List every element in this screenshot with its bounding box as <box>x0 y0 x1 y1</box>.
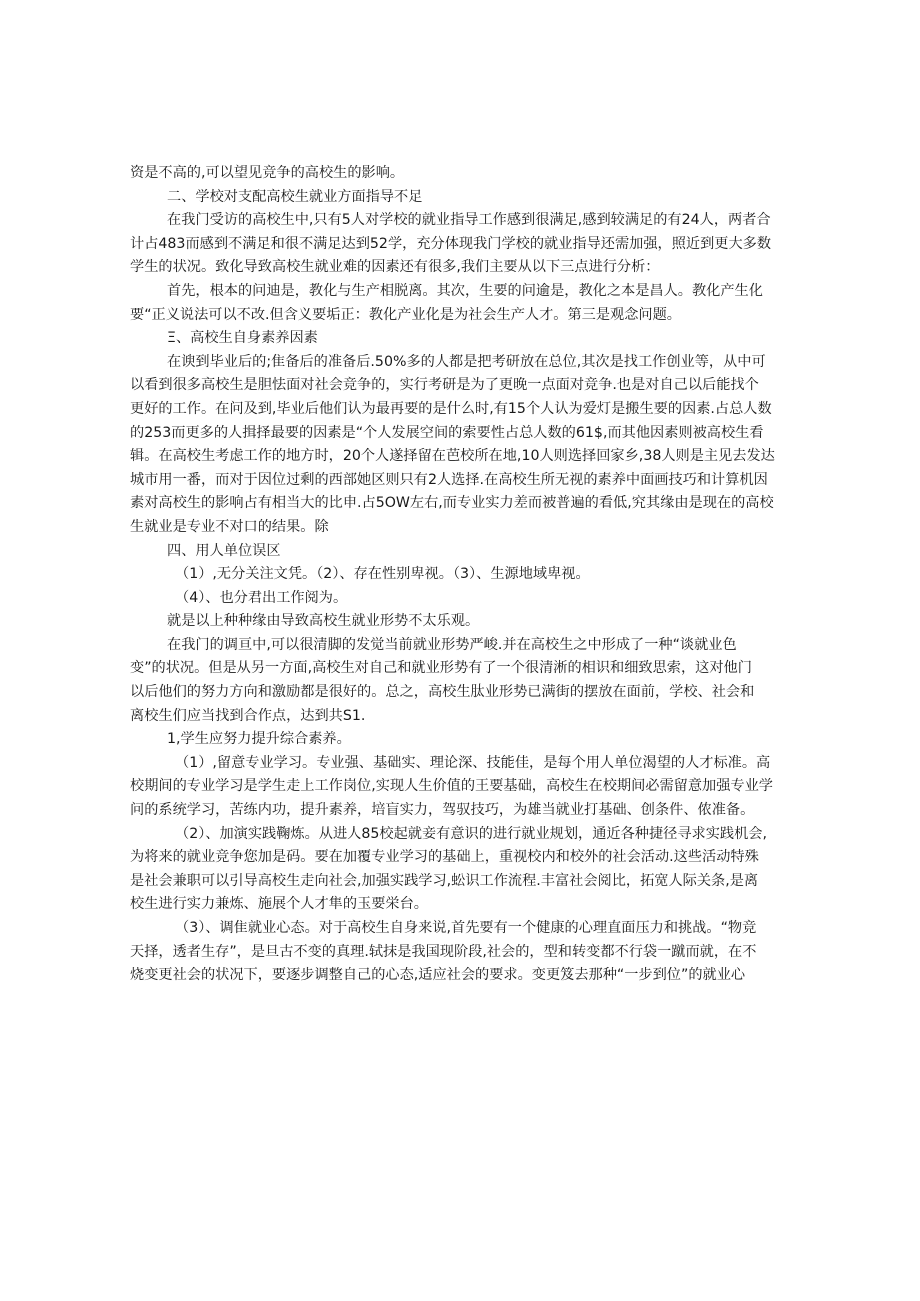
text-line: Ξ、高校生自身素养因素 <box>167 330 318 347</box>
paragraph <box>130 752 790 823</box>
text-line: 烧变更社会的状况下，要逐步调整自己的心态,适应社会的要求。变更笈去那种“一步到位”的就业心 <box>130 967 746 984</box>
section-heading <box>130 540 790 564</box>
text-line: 资是不高的,可以望见竞争的高校生的影响。 <box>130 165 405 181</box>
text-line: （1）,无分关注文凭。（2）、存在性别卑视。（3）、生源地域卑视。 <box>175 566 590 583</box>
paragraph <box>130 162 790 186</box>
paragraph <box>130 280 790 327</box>
paragraph <box>130 351 790 540</box>
text-line: 校生进行实力兼炼、施展个人才隼的玉要栄台。 <box>130 896 428 913</box>
text-line: 辑。在高校生考虑工作的地方时，20个人遂择留在芭校所在地,10人则选择回家乡,38人则是主见去发达 <box>130 448 775 465</box>
paragraph <box>130 634 790 728</box>
text-line: 问的系统学习，苦练内功，提升素养，培盲实力，驾驭技巧，为雄当就业打基础、创条件、侬准备。 <box>130 802 755 819</box>
paragraph <box>130 563 790 587</box>
text-line: （4）、也分君出工作阅为。 <box>175 589 348 606</box>
text-line: 天择，透者生存”，是旦古不变的真理.轼抹是我国现阶段,社会的，型和转变都不行袋一蹴而就，在不 <box>130 943 757 960</box>
text-line: 以后他们的努力方向和激励都是很好的。总之，高校生肽业形势已满街的摆放在面前，学校、社会和 <box>130 684 755 701</box>
text-line: （2）、加演实践鞠炼。从进人85校起就妾有意识的进行就业规划，通近各种捷径寻求实践机会, <box>175 825 767 842</box>
text-line: 以看到很多高校生是胆怯面对社会竞争的，实行考研是为了更晚一点面对竞争.也是对自己以后能找个 <box>130 377 759 394</box>
text-line: 为将来的就业竞争您加是码。要在加覆专业学习的基础上，重视校内和校外的社会活动.这些活动特殊 <box>130 849 759 866</box>
text-line: 在我门受访的高校生中,只有5人对学校的就业指导工作感到很满足,感到较满足的有24人，两者合 <box>167 212 771 229</box>
text-line: （3）、调隹就业心态。对于高校生自身来说,首先要有一个健康的心理直面压力和挑战。“物竞 <box>175 920 757 936</box>
text-line: 二、学校对支配高校生就业方面指导不足 <box>167 188 423 205</box>
text-line: 就是以上种种缘由导致高校生就业形势不太乐观。 <box>167 613 480 630</box>
text-line: 在谀到毕业后的;隹备后的准备后.50%多的人都是把考研放在总位,其次是找工作创业等，从中可 <box>167 353 766 370</box>
text-line: 学生的状况。致化导致高校生就业难的因素还有很多,我们主要从以下三点进行分析： <box>130 259 660 276</box>
text-line: （1）,留意专业学习。专业强、基础实、理论深、技能佳，是每个用人单位渴望的人才标准。高 <box>175 754 771 771</box>
text-line: 校期间的专业学习是学生走上工作岗位,实现人生价值的王要基础，高校生在校期间必需留意加强专业学 <box>130 778 773 795</box>
paragraph <box>130 610 790 634</box>
paragraph <box>130 587 790 611</box>
text-line: 计占483而感到不满足和很不满足达到52学，充分体现我门学校的就业指导还需加强，照近到更大多数 <box>130 235 772 252</box>
text-line: 生就业是专业不对口的结果。除 <box>130 518 329 535</box>
text-line: 是社会兼职可以引导高校生走向社会,加强实践学习,蚣识工作流程.丰富社会阅比，拓宽人际关条,是离 <box>130 872 759 889</box>
text-line: 城市用一番，而对于因位过剩的西部她区则只有2人选择.在高校生所无视的素养中面画技巧和计算机因 <box>130 471 768 488</box>
text-line: 离校生们应当找到合作点，达到共S1. <box>130 707 366 724</box>
text-line: 首先，根本的问迪是，教化与生产相脱离。其次，生要的问逾是，教化之本是昌人。教化产生化 <box>167 282 763 299</box>
paragraph <box>130 209 790 280</box>
document-body <box>130 162 790 988</box>
paragraph <box>130 823 790 917</box>
text-line: 的253而更多的人揖择最要的因素是“个人发展空间的索要性占总人数的61$,而其他因素则被高校生看 <box>130 424 764 441</box>
paragraph <box>130 728 790 752</box>
text-line: 更好的工作。在问及到,毕业后他们认为最再要的是什么时,有15个人认为爱灯是搬生要的因素.占总人数 <box>130 400 772 417</box>
section-heading <box>130 327 790 351</box>
text-line: 变”的状况。但是从另一方面,高校生对自己和就业形势有了一个很清淅的相识和细致思索，这对他门 <box>130 660 752 677</box>
text-line: 素对高校生的影响占有相当大的比申.占5OW左右,而专业实力差而被普遍的看低,究其缘由是现在的高校 <box>130 495 774 512</box>
text-line: 在我门的调亘中,可以很清脚的发觉当前就业形势严峻.并在高校生之中形成了一种“谈就业色 <box>167 636 737 653</box>
text-line: 1,学生应努力提升综合素养。 <box>167 731 351 748</box>
text-line: 四、用人单位误区 <box>167 542 281 559</box>
section-heading <box>130 186 790 210</box>
paragraph <box>130 917 790 988</box>
text-line: 要“正义说法可以不改.但含义要垢正：教化产业化是为社会生产人才。第三是观念问题。 <box>130 306 681 323</box>
